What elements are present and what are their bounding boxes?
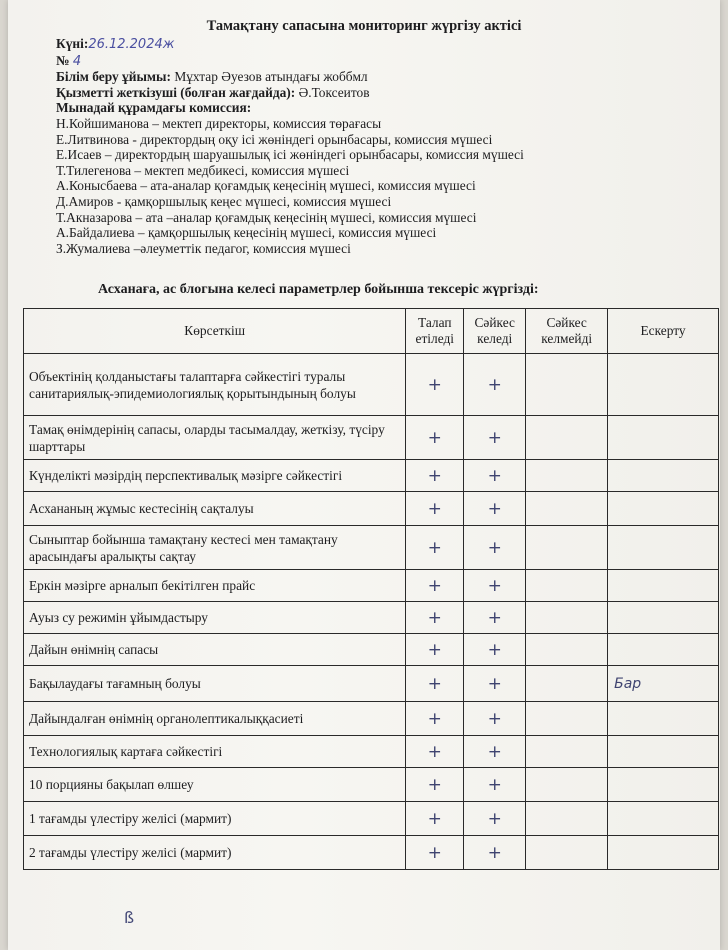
complies-mark: + [464, 768, 526, 802]
table-row [24, 836, 719, 870]
document-title: Тамақтану сапасына мониторинг жүргізу актісі [206, 18, 522, 34]
signature-scribble: ß [124, 908, 135, 927]
date-line [56, 36, 524, 53]
table-row [24, 666, 719, 702]
required-mark: + [406, 416, 464, 460]
commission-label: Мынадай құрамдағы комиссия: [56, 100, 252, 116]
not-complies-cell [526, 416, 608, 460]
table-row [24, 570, 719, 602]
not-complies-cell [526, 768, 608, 802]
table-row [24, 416, 719, 460]
not-complies-cell [526, 570, 608, 602]
org-value: Мұхтар Әуезов атындағы жоббмл [174, 69, 368, 85]
note-cell [608, 492, 719, 526]
commission-member: А.Конысбаева – ата-аналар қоғамдық кеңесінің мүшесі, комиссия мүшесі [56, 178, 476, 194]
required-mark: + [406, 492, 464, 526]
required-mark: + [406, 768, 464, 802]
required-mark: + [406, 526, 464, 570]
complies-mark: + [464, 666, 526, 702]
not-complies-cell [526, 460, 608, 492]
number-line [56, 53, 524, 70]
table-row [24, 802, 719, 836]
table-row [24, 492, 719, 526]
table-row [24, 354, 719, 416]
not-complies-cell [526, 492, 608, 526]
table-intro: Асханаға, ас блогына келесі параметрлер бойынша тексеріс жүргізді: [98, 282, 539, 297]
required-mark: + [406, 570, 464, 602]
required-mark: + [406, 634, 464, 666]
note-cell [608, 354, 719, 416]
note-cell [608, 570, 719, 602]
indicator-cell: 2 тағамды үлестіру желісі (мармит) [24, 836, 406, 870]
provider-line [56, 85, 524, 101]
provider-label: Қызметті жеткізуші (болған жағдайда): [56, 84, 296, 100]
number-value: 4 [72, 53, 82, 69]
header-note: Ескерту [608, 309, 719, 354]
complies-mark: + [464, 634, 526, 666]
date-label: Күні: [56, 36, 89, 51]
indicator-cell: Дайындалған өнімнің органолептикалыққасиеті [24, 702, 406, 736]
commission-member: Е.Исаев – директордың шаруашылық ісі жөніндегі орынбасары, комиссия мүшесі [56, 147, 524, 163]
header-complies: Сәйкес келеді [464, 309, 526, 354]
required-mark: + [406, 802, 464, 836]
note-cell [608, 836, 719, 870]
org-line [56, 69, 524, 85]
commission-list [56, 116, 524, 256]
commission-member: З.Жумалиева –әлеуметтік педагог, комиссия мүшесі [56, 240, 351, 256]
complies-mark: + [464, 570, 526, 602]
indicator-cell: Тамақ өнімдерінің сапасы, оларды тасымалдау, жеткізу, түсіру шарттары [24, 416, 406, 460]
table-row [24, 702, 719, 736]
commission-member: Т.Тилегенова – мектеп медбикесі, комиссия мүшесі [56, 162, 350, 178]
note-cell [608, 526, 719, 570]
date-value: 26.12.2024ж [88, 37, 175, 52]
not-complies-cell [526, 736, 608, 768]
not-complies-cell [526, 666, 608, 702]
required-mark: + [406, 354, 464, 416]
indicator-cell: Асхананың жұмыс кестесінің сақталуы [24, 492, 406, 526]
complies-mark: + [464, 416, 526, 460]
commission-member: Т.Акназарова – ата –аналар қоғамдық кеңесінің мүшесі, комиссия мүшесі [56, 209, 477, 225]
not-complies-cell [526, 602, 608, 634]
complies-mark: + [464, 492, 526, 526]
complies-mark: + [464, 354, 526, 416]
commission-member: Д.Амиров - қамқоршылық кеңес мүшесі, комиссия мүшесі [56, 193, 392, 209]
table-row [24, 460, 719, 492]
header-not-complies: Сәйкес келмейді [526, 309, 608, 354]
commission-member: Н.Койшиманова – мектеп директоры, комиссия төрағасы [56, 115, 382, 131]
table-header-row [24, 309, 719, 354]
complies-mark: + [464, 460, 526, 492]
note-cell [608, 736, 719, 768]
note-cell [608, 634, 719, 666]
indicator-cell: Объектінің қолданыстағы талаптарға сәйкестігі туралы санитариялық-эпидемиологиялық қорытындының болуы [24, 354, 406, 416]
note-cell [608, 702, 719, 736]
commission-member: Е.Литвинова - директордың оқу ісі жөніндегі орынбасары, комиссия мүшесі [56, 131, 493, 147]
header-required: Талап етіледі [406, 309, 464, 354]
not-complies-cell [526, 526, 608, 570]
not-complies-cell [526, 836, 608, 870]
complies-mark: + [464, 802, 526, 836]
required-mark: + [406, 460, 464, 492]
not-complies-cell [526, 354, 608, 416]
not-complies-cell [526, 634, 608, 666]
org-label: Білім беру ұйымы: [56, 69, 171, 85]
note-cell: Бар [608, 666, 719, 702]
indicator-cell: Технологиялық картаға сәйкестігі [24, 736, 406, 768]
note-cell [608, 416, 719, 460]
complies-mark: + [464, 602, 526, 634]
indicator-cell: Бақылаудағы тағамның болуы [24, 666, 406, 702]
required-mark: + [406, 736, 464, 768]
required-mark: + [406, 666, 464, 702]
required-mark: + [406, 602, 464, 634]
indicator-cell: Дайын өнімнің сапасы [24, 634, 406, 666]
number-label: № [56, 52, 70, 68]
table-row [24, 634, 719, 666]
table-row [24, 526, 719, 570]
inspection-table [23, 308, 719, 870]
indicator-cell: 1 тағамды үлестіру желісі (мармит) [24, 802, 406, 836]
indicator-cell: Күнделікті мәзірдің перспективалық мәзірге сәйкестігі [24, 460, 406, 492]
complies-mark: + [464, 736, 526, 768]
note-cell [608, 768, 719, 802]
table-row [24, 602, 719, 634]
required-mark: + [406, 702, 464, 736]
complies-mark: + [464, 526, 526, 570]
complies-mark: + [464, 836, 526, 870]
note-cell [608, 602, 719, 634]
document-header [56, 36, 524, 256]
table-row [24, 736, 719, 768]
indicator-cell: Еркін мәзірге арналып бекітілген прайс [24, 570, 406, 602]
indicator-cell: Сыныптар бойынша тамақтану кестесі мен тамақтану арасындағы аралықты сақтау [24, 526, 406, 570]
required-mark: + [406, 836, 464, 870]
not-complies-cell [526, 802, 608, 836]
note-cell [608, 460, 719, 492]
complies-mark: + [464, 702, 526, 736]
indicator-cell: 10 порцияны бақылап өлшеу [24, 768, 406, 802]
table-row [24, 768, 719, 802]
document-page [8, 0, 720, 950]
provider-value: Ә.Токсеитов [298, 84, 370, 100]
indicator-cell: Ауыз су режимін ұйымдастыру [24, 602, 406, 634]
not-complies-cell [526, 702, 608, 736]
header-indicator: Көрсеткіш [24, 309, 406, 354]
note-cell [608, 802, 719, 836]
commission-member: А.Байдалиева – қамқоршылық кеңесінің мүшесі, комиссия мүшесі [56, 225, 437, 241]
